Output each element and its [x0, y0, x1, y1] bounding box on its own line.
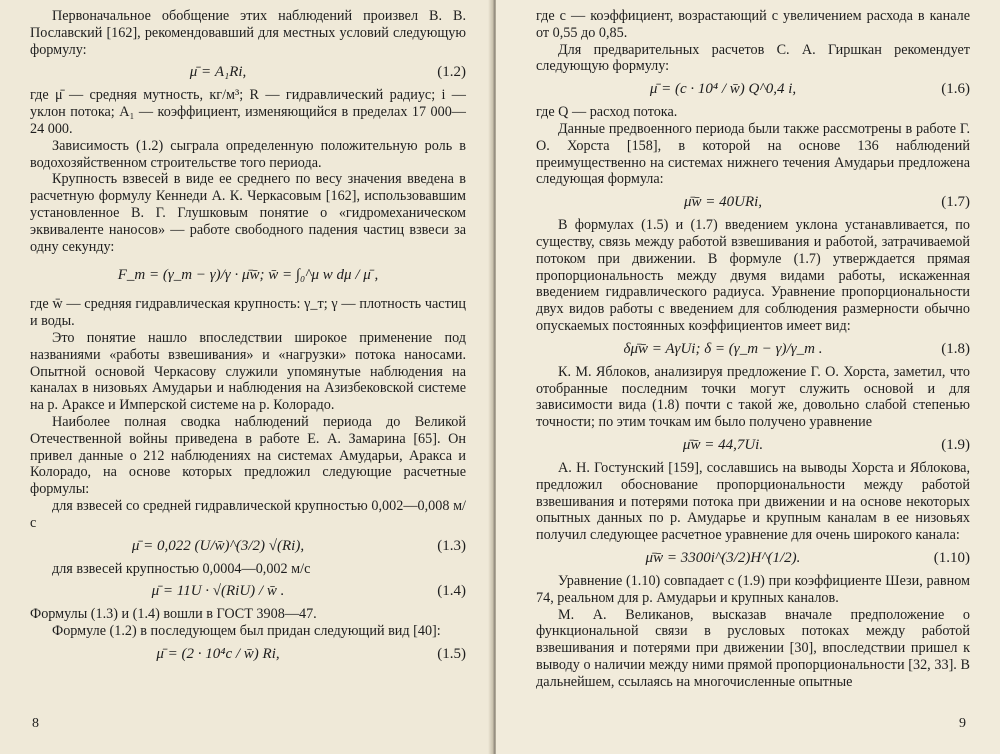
- equation-1-8-number: (1.8): [941, 340, 970, 357]
- left-paragraph-2: где μ̄ — средняя мутность, кг/м³; R — гидравлический радиус; i — уклон потока; A₁ — коэффициент, изменяющийся в пределах 17 000—24 000.: [30, 87, 466, 137]
- left-paragraph-8: для взвесей со средней гидравлической крупностью 0,002—0,008 м/с: [30, 497, 466, 531]
- right-page: [496, 0, 1000, 754]
- equation-1-3-number: (1.3): [437, 537, 466, 554]
- equation-1-7-number: (1.7): [941, 194, 970, 211]
- page-number-right: 9: [959, 716, 966, 731]
- equation-1-5-number: (1.5): [437, 645, 466, 662]
- right-paragraph-5: В формулах (1.5) и (1.7) введением уклона устанавливается, по существу, связь между работой взвешивания и работой, затрачиваемой потоком при движении. В формуле (1.7) утверждается прямая пропорциональность между двумя видами работы, искаженная введением гидравлического радиуса. Уравнение пропорциональности двух видов работы с введением для соблюдения размерности обычно опускаемых постоянных коэффициентов имеет вид:: [536, 217, 970, 334]
- equation-1-6-body: μ̄ = (c · 10⁴ / w̄) Q^0,4 i,: [649, 81, 797, 98]
- equation-1-10-body: μ̄w̄ = 3300i^(3/2)H^(1/2).: [645, 549, 801, 566]
- equation-1-5: [30, 646, 466, 663]
- left-page: [0, 0, 492, 754]
- left-paragraph-1: Первоначальное обобщение этих наблюдений произвел В. В. Пославский [162], рекомендовавший для местных условий следующую формулу:: [30, 8, 466, 58]
- equation-1-3-body: μ̄ = 0,022 (U/w̄)^(3/2) √(Ri),: [131, 537, 305, 554]
- equation-1-4-number: (1.4): [437, 583, 466, 600]
- equation-1-5-body: μ̄ = (2 · 10⁴c / w̄) Ri,: [156, 645, 280, 662]
- left-paragraph-5: где w̄ — средняя гидравлическая крупность: γ_т; γ — плотность частиц и воды.: [30, 296, 466, 330]
- left-paragraph-11: Формуле (1.2) в последующем был придан следующий вид [40]:: [52, 623, 441, 640]
- right-paragraph-9: М. А. Великанов, высказав вначале предположение о функциональной связи в русловых потоках между работой взвешивания и потерями при движении [30], впоследствии пришел к выводу о наличии между ними прямой пропорциональности [32, 33]. В дальнейшем, ссылаясь на многочисленные опытные: [536, 606, 970, 690]
- equation-1-2-number: (1.2): [437, 64, 466, 81]
- left-paragraph-9: для взвесей крупностью 0,0004—0,002 м/с: [52, 560, 311, 577]
- equation-1-4-body: μ̄ = 11U · √(RiU) / w̄ .: [151, 583, 285, 600]
- right-paragraph-3: где Q — расход потока.: [536, 104, 678, 121]
- equation-1-10-number: (1.10): [933, 549, 970, 566]
- right-paragraph-6: К. М. Яблоков, анализируя предложение Г. О. Хорста, заметил, что отобранные последним точки могут служить основой и для зависимости вида (1.8) почти с такой же, довольно слабой степенью точности; по этим точкам им было получено уравнение: [536, 363, 970, 431]
- equation-1-6: [536, 81, 970, 98]
- equation-1-8: [536, 341, 970, 358]
- equation-1-7-body: μ̄w̄ = 40URi,: [683, 194, 763, 211]
- right-paragraph-1: где c — коэффициент, возрастающий с увеличением расхода в канале от 0,55 до 0,85.: [536, 8, 970, 41]
- equation-1-9-number: (1.9): [941, 436, 970, 453]
- left-paragraph-10: Формулы (1.3) и (1.4) вошли в ГОСТ 3908—47.: [30, 606, 317, 623]
- right-paragraph-7: А. Н. Гостунский [159], сославшись на выводы Хорста и Яблокова, предложил обоснование пропорциональности между работой взвешивания и потерями потока при движении и на основе некоторых опытных данных по р. Амударье и крупным каналам в ее низовьях получил следующее расчетное уравнение для очень широкого канала:: [536, 459, 970, 544]
- right-paragraph-8: Уравнение (1.10) совпадает с (1.9) при коэффициенте Шези, равном 74, реальном для р. Амударьи и крупных каналов.: [536, 572, 970, 606]
- equation-ft: [30, 267, 466, 284]
- left-paragraph-4: Крупность взвесей в виде ее среднего по весу значения введена в расчетную формулу Кеннеди А. К. Черкасовым [162], использовавшим установленное В. Г. Глушковым понятие о «гидромеханическом эквиваленте наносов» — работе свободного падения частиц взвеси за одну секунду:: [30, 171, 466, 255]
- equation-1-6-number: (1.6): [941, 81, 970, 98]
- left-paragraph-7: Наиболее полная сводка наблюдений периода до Великой Отечественной войны приведена в работе Е. А. Замарина [65]. Он привел данные о 212 наблюдениях на системах Амударьи, Аракса и Колорадо, на основе которых предложил следующие расчетные формулы:: [30, 413, 466, 498]
- left-paragraph-6: Это понятие нашло впоследствии широкое применение под названиями «работы взвешивания» и «нагрузки» потока наносами. Опытной основой Черкасову служили упомянутые наблюдения на каналах в низовьях Амударьи и наблюдения на Азизбековской системе на р. Араксе и Имперской системе на р. Колорадо.: [30, 329, 466, 414]
- equation-1-8-body: δμ̄w̄ = AγUi; δ = (γ_т − γ)/γ_т .: [623, 340, 823, 357]
- equation-1-7: [536, 194, 970, 211]
- right-paragraph-2: Для предварительных расчетов С. А. Гиршкан рекомендует следующую формулу:: [536, 41, 970, 75]
- left-paragraph-3: Зависимость (1.2) сыграла определенную положительную роль в водохозяйственном строительстве того периода.: [30, 137, 466, 171]
- equation-1-3: [30, 538, 466, 555]
- right-paragraph-4: Данные предвоенного периода были также рассмотрены в работе Г. О. Хорста [158], в которой на основе 136 наблюдений преимущественно на системах нижнего течения Амударьи предложена следующая формула:: [536, 120, 970, 188]
- equation-ft-body: F_т = (γ_т − γ)/γ · μ̄w̄; w̄ = ∫₀^μ w dμ / μ̄ ,: [117, 267, 379, 284]
- equation-1-2-body: μ̄ = A₁Ri,: [189, 64, 247, 81]
- equation-1-2: [30, 64, 466, 81]
- equation-1-10: [536, 550, 970, 567]
- page-number-left: 8: [32, 716, 39, 731]
- equation-1-4: [30, 583, 466, 600]
- equation-1-9-body: μ̄w̄ = 44,7Ui.: [682, 436, 764, 453]
- equation-1-9: [536, 437, 970, 454]
